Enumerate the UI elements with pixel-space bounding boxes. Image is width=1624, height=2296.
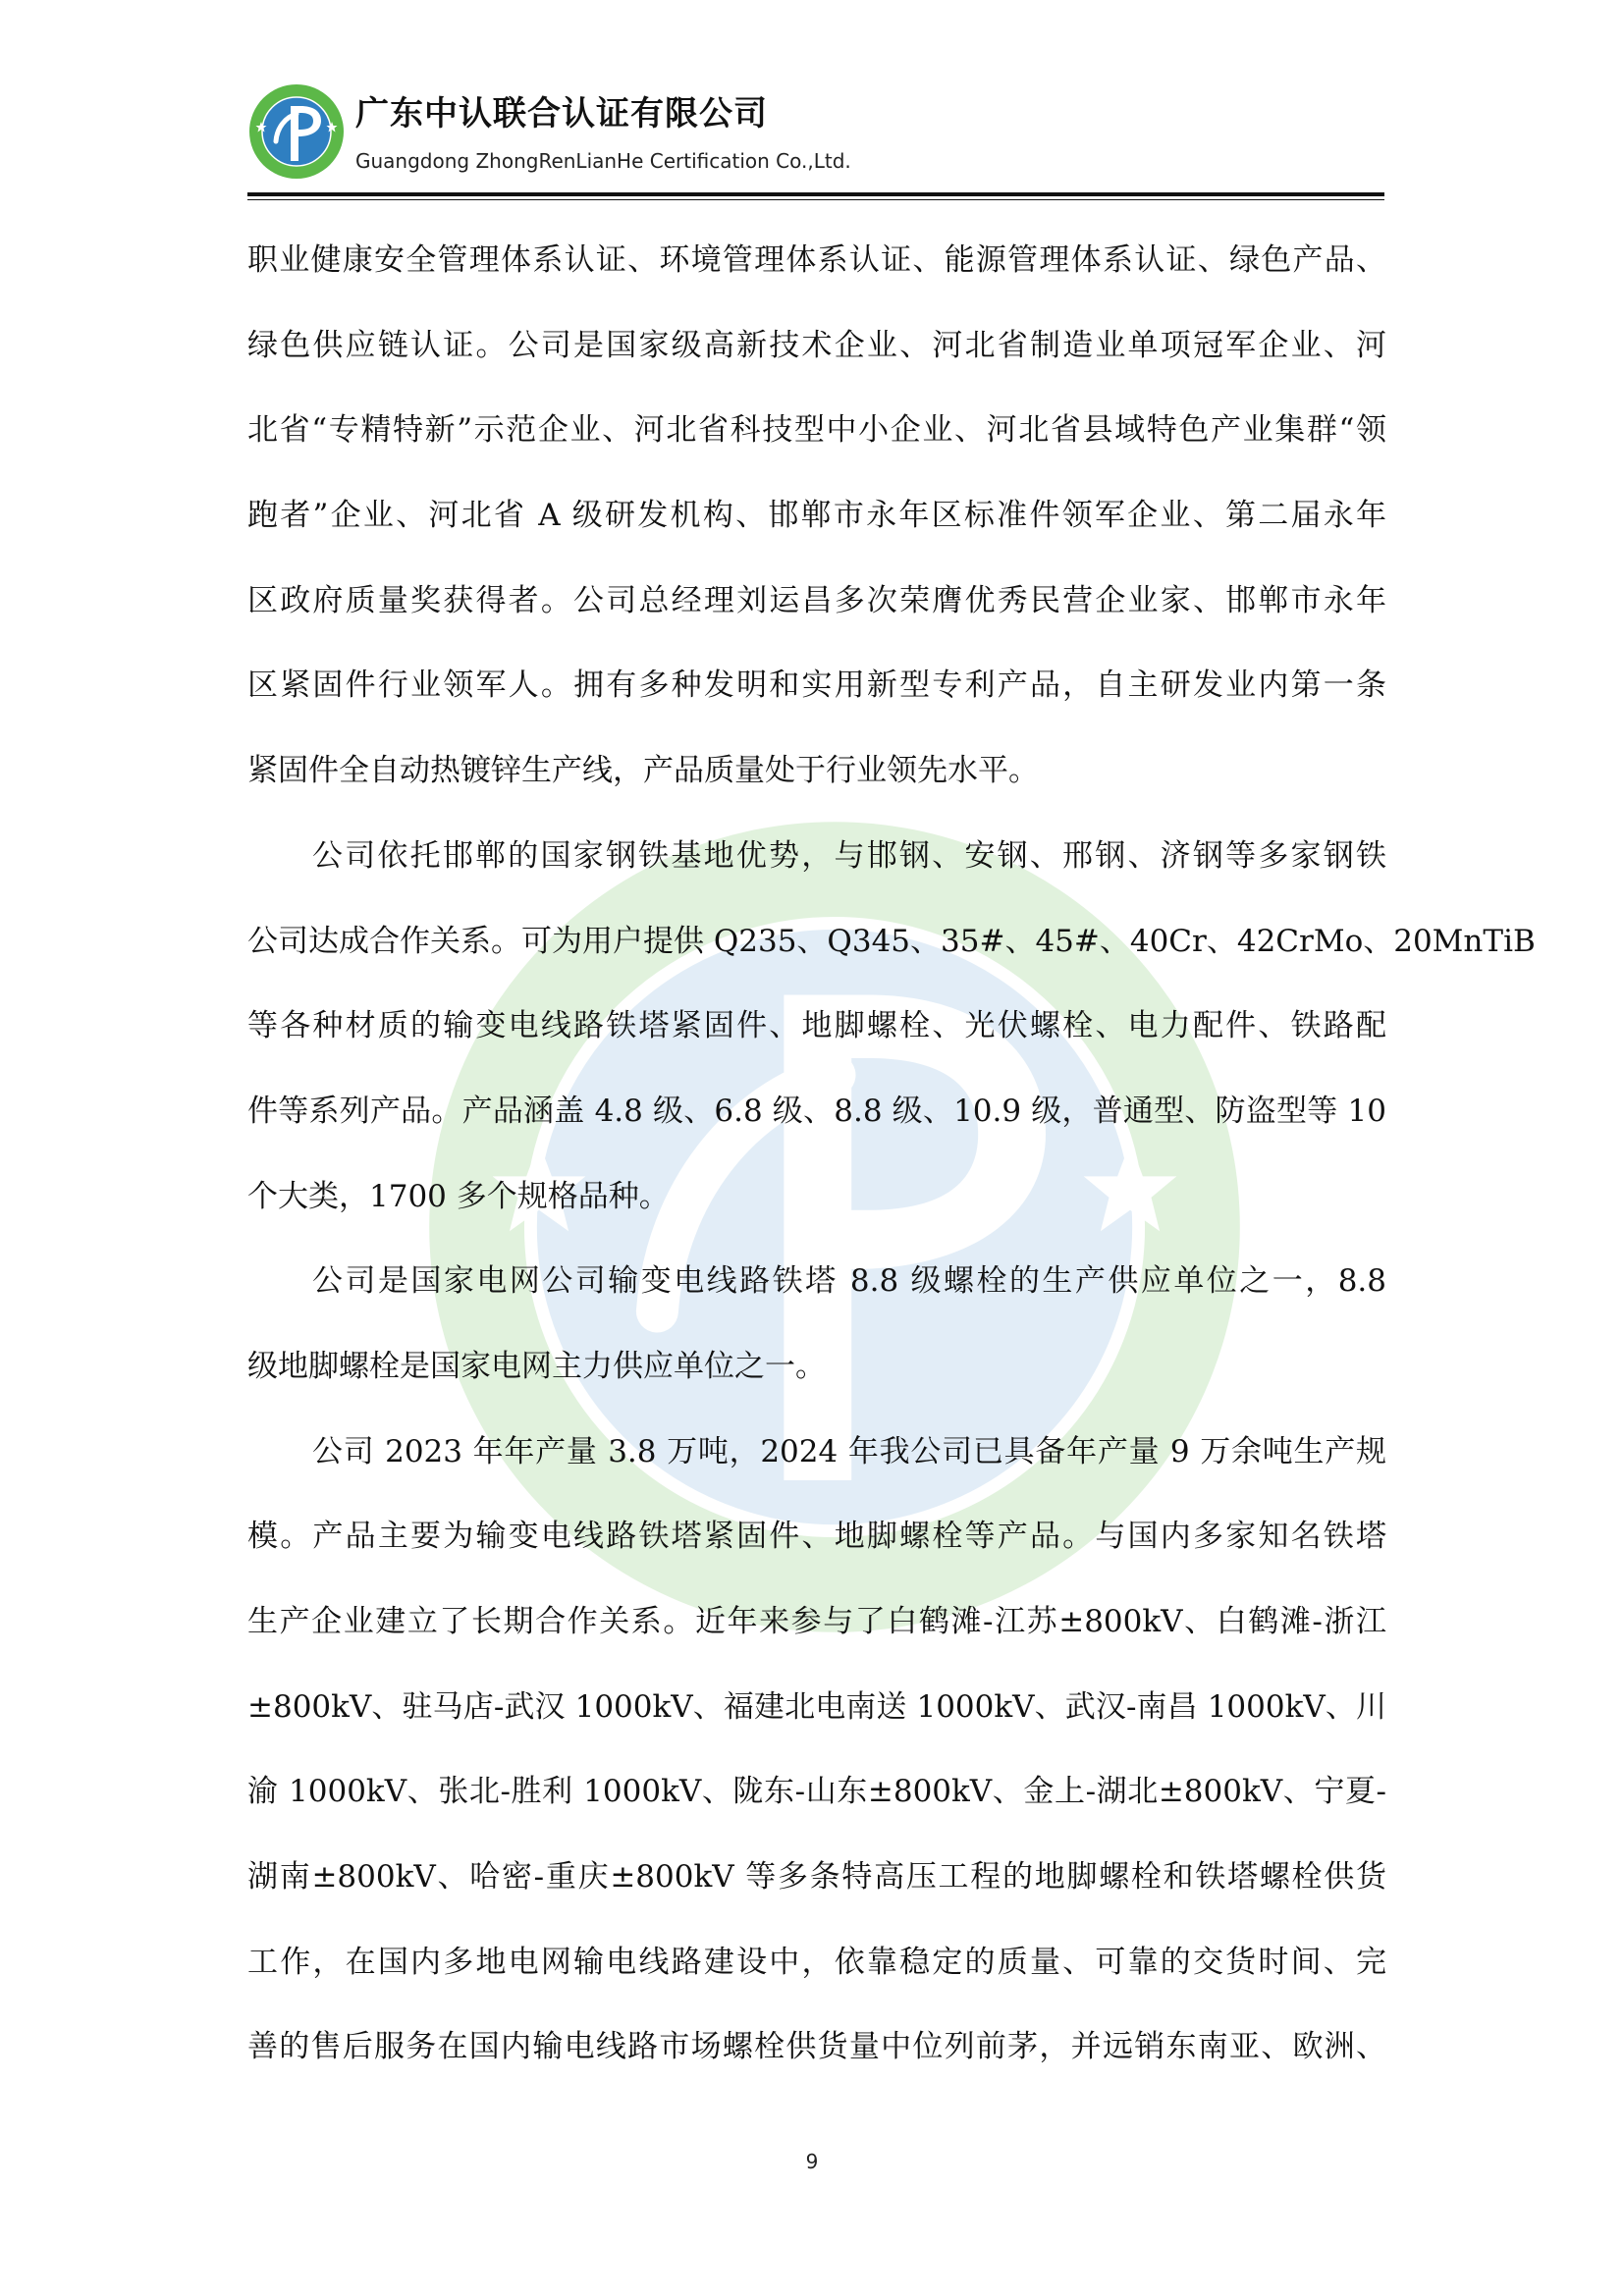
text-line: 职业健康安全管理体系认证、环境管理体系认证、能源管理体系认证、绿色产品、 [247,242,1386,278]
text-line: 生产企业建立了长期合作关系。近年来参与了白鹤滩-江苏±800kV、白鹤滩-浙江 [247,1604,1386,1639]
text-line: 公司 2023 年年产量 3.8 万吨，2024 年我公司已具备年产量 9 万余吨生产规 [312,1433,1386,1469]
page-number: 9 [805,2150,819,2173]
text-line: 区政府质量奖获得者。公司总经理刘运昌多次荣膺优秀民营企业家、邯郸市永年 [247,582,1386,618]
text-line: 工作，在国内多地电网输电线路建设中，依靠稳定的质量、可靠的交货时间、完 [247,1944,1386,1980]
text-line: 模。产品主要为输变电线路铁塔紧固件、地脚螺栓等产品。与国内多家知名铁塔 [247,1519,1386,1555]
paragraph [247,814,1536,1239]
text-line: 湖南±800kV、哈密-重庆±800kV 等多条特高压工程的地脚螺栓和铁塔螺栓供货 [247,1859,1386,1896]
text-line: ±800kV、驻马店-武汉 1000kV、福建北电南送 1000kV、武汉-南昌 1000kV、川 [247,1688,1386,1725]
body-text [247,218,1536,2090]
text-line: 公司依托邯郸的国家钢铁基地优势，与邯钢、安钢、邢钢、济钢等多家钢铁 [312,837,1386,874]
text-line: 绿色供应链认证。公司是国家级高新技术企业、河北省制造业单项冠军企业、河 [247,327,1386,363]
text-line: 善的售后服务在国内输电线路市场螺栓供货量中位列前茅，并远销东南亚、欧洲、 [247,2029,1386,2065]
paragraph [247,1239,1386,1409]
text-line: 紧固件全自动热镀锌生产线，产品质量处于行业领先水平。 [247,753,1039,789]
text-line: 个大类，1700 多个规格品种。 [247,1178,670,1214]
paragraph [247,1410,1386,2091]
text-line: 区紧固件行业领军人。拥有多种发明和实用新型专利产品，自主研发业内第一条 [247,667,1386,704]
company-name: 广东中认联合认证有限公司 [355,94,768,133]
header-divider-thin [247,199,1384,200]
header-divider [247,192,1384,196]
letterhead [247,71,1384,194]
text-line: 跑者”企业、河北省 A 级研发机构、邯郸市永年区标准件领军企业、第二届永年 [247,498,1386,534]
paragraph [247,218,1386,814]
text-line: 公司达成合作关系。可为用户提供 Q235、Q345、35#、45#、40Cr、42CrMo、20MnTiB [247,923,1536,959]
text-line: 等各种材质的输变电线路铁塔紧固件、地脚螺栓、光伏螺栓、电力配件、铁路配 [247,1008,1386,1044]
company-name-english: Guangdong ZhongRenLianHe Certification Co.,Ltd. [355,149,851,173]
text-line: 级地脚螺栓是国家电网主力供应单位之一。 [247,1348,826,1384]
text-line: 渝 1000kV、张北-胜利 1000kV、陇东-山东±800kV、金上-湖北±800kV、宁夏- [247,1774,1386,1810]
text-line: 公司是国家电网公司输变电线路铁塔 8.8 级螺栓的生产供应单位之一，8.8 [312,1263,1386,1300]
company-logo-icon [247,82,346,181]
text-line: 件等系列产品。产品涵盖 4.8 级、6.8 级、8.8 级、10.9 级，普通型、防盗型等 10 [247,1093,1386,1129]
text-line: 北省“专精特新”示范企业、河北省科技型中小企业、河北省县域特色产业集群“领 [247,412,1386,449]
